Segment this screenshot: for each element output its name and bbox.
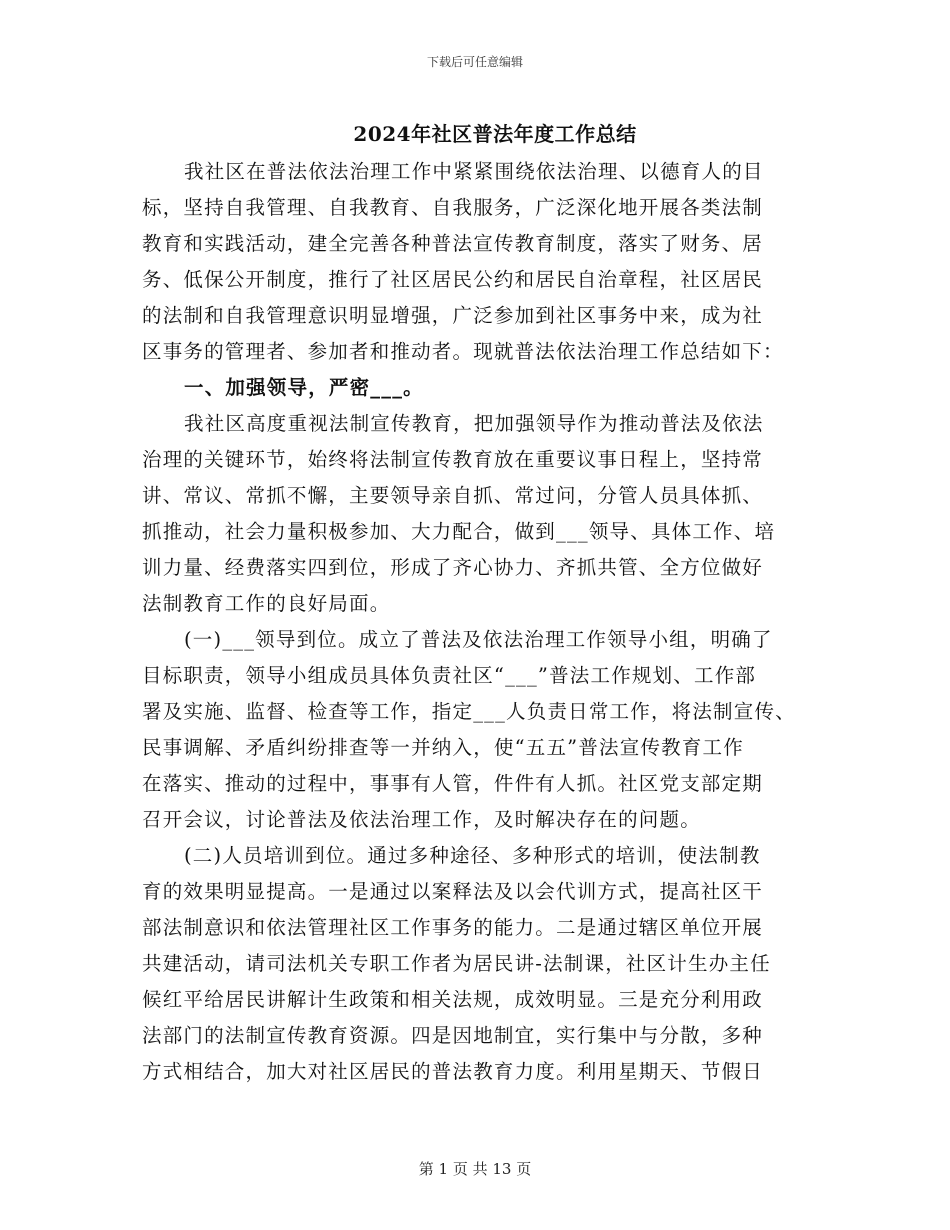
section-heading: 一、加强领导，严密___。 xyxy=(184,376,424,399)
paragraph-line: 训力量、经费落实四到位，形成了齐心协力、齐抓共管、全方位做好 xyxy=(142,556,764,579)
paragraph-line: (一)___领导到位。成立了普法及依法治理工作领导小组，明确了 xyxy=(184,628,773,651)
paragraph-line: 民事调解、矛盾纠纷排查等一并纳入，使“五五”普法宣传教育工作 xyxy=(142,736,744,759)
paragraph-line: 区事务的管理者、参加者和推动者。现就普法依法治理工作总结如下： xyxy=(142,340,784,363)
paragraph-line: 讲、常议、常抓不懈，主要领导亲自抓、常过问，分管人员具体抓、 xyxy=(142,484,764,507)
document-title: 2024年社区普法年度工作总结 xyxy=(353,122,637,146)
paragraph-line: 在落实、推动的过程中，事事有人管，件件有人抓。社区党支部定期 xyxy=(142,772,764,795)
paragraph-line: (二)人员培训到位。通过多种途径、多种形式的培训，使法制教 xyxy=(184,844,761,867)
paragraph-line: 召开会议，讨论普法及依法治理工作，及时解决存在的问题。 xyxy=(142,808,701,831)
paragraph-line: 目标职责，领导小组成员具体负责社区“___”普法工作规划、工作部 xyxy=(142,664,757,687)
paragraph-line: 治理的关键环节，始终将法制宣传教育放在重要议事日程上，坚持常 xyxy=(142,448,764,471)
paragraph-line: 法部门的法制宣传教育资源。四是因地制宜，实行集中与分散，多种 xyxy=(142,1024,764,1047)
page-header-note: 下载后可任意编辑 xyxy=(426,55,523,69)
paragraph-line: 共建活动，请司法机关专职工作者为居民讲-法制课，社区计生办主任 xyxy=(142,952,771,975)
paragraph-line: 标，坚持自我管理、自我教育、自我服务，广泛深化地开展各类法制 xyxy=(142,196,764,219)
paragraph-line: 方式相结合，加大对社区居民的普法教育力度。利用星期天、节假日 xyxy=(142,1060,764,1083)
paragraph-line: 育的效果明显提高。一是通过以案释法及以会代训方式，提高社区干 xyxy=(142,880,764,903)
document-body xyxy=(142,154,822,1090)
paragraph-line: 的法制和自我管理意识明显增强，广泛参加到社区事务中来，成为社 xyxy=(142,304,764,327)
paragraph-line: 我社区在普法依法治理工作中紧紧围绕依法治理、以德育人的目 xyxy=(184,160,764,183)
paragraph-line: 教育和实践活动，建全完善各种普法宣传教育制度，落实了财务、居 xyxy=(142,232,764,255)
paragraph-line: 部法制意识和依法管理社区工作事务的能力。二是通过辖区单位开展 xyxy=(142,916,764,939)
paragraph-line: 法制教育工作的良好局面。 xyxy=(142,592,391,615)
page-number: 第 1 页 共 13 页 xyxy=(418,1160,532,1178)
paragraph-line: 候红平给居民讲解计生政策和相关法规，成效明显。三是充分利用政 xyxy=(142,988,764,1011)
paragraph-line: 我社区高度重视法制宣传教育，把加强领导作为推动普法及依法 xyxy=(184,412,764,435)
paragraph-line: 署及实施、监督、检查等工作，指定___人负责日常工作，将法制宣传、 xyxy=(142,700,796,723)
paragraph-line: 务、低保公开制度，推行了社区居民公约和居民自治章程，社区居民 xyxy=(142,268,764,291)
paragraph-line: 抓推动，社会力量积极参加、大力配合，做到___领导、具体工作、培 xyxy=(142,520,776,543)
